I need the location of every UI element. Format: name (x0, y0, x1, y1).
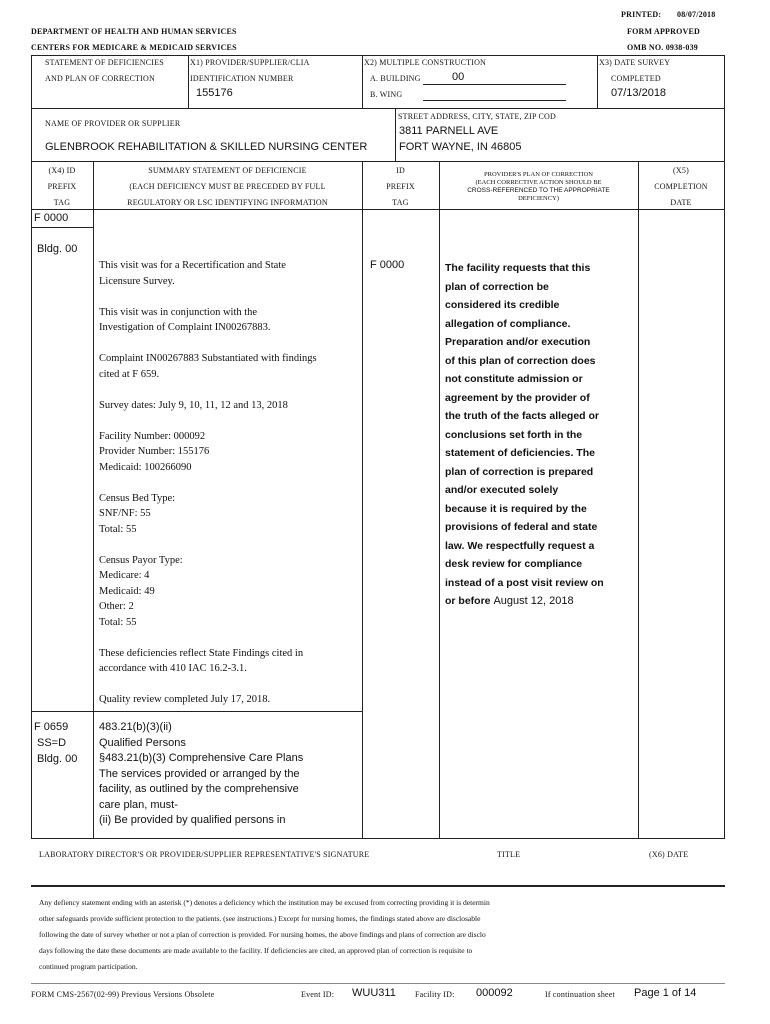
x5-header-1: (X5) (673, 166, 689, 175)
x5-header-3: DATE (670, 198, 692, 207)
plan-of-correction (445, 258, 637, 610)
tag-f0000: F 0000 (34, 212, 69, 224)
omb-number: OMB NO. 0938-039 (627, 43, 698, 52)
disclaimer-line-5: continued program participation. (39, 962, 138, 971)
summary-para-1: This visit was for a Recertification and State Licensure Survey. (99, 260, 286, 287)
summary-para-9: Quality review completed July 17, 2018. (99, 694, 271, 705)
summary-header-2: (EACH DEFICIENCY MUST BE PRECEDED BY FULL (129, 182, 326, 191)
date-survey-label: X3) DATE SURVEY (599, 58, 671, 67)
disclaimer-line-4: days following the date these documents are made available to the facility. If deficiencies are cited, an approved plan of correction is requisite to (39, 946, 473, 955)
building-label: A. BUILDING (370, 74, 421, 83)
summary-para-8: These deficiencies reflect State Findings cited in accordance with 410 IAC 16.2-3.1. (99, 647, 304, 674)
id-header-1: ID (396, 166, 405, 175)
facility-id-label: Facility ID: (415, 990, 455, 999)
poc-date: August 12, 2018 (493, 595, 574, 607)
printed-date: 08/07/2018 (677, 10, 716, 19)
provider-label-2: IDENTIFICATION NUMBER (190, 74, 294, 83)
f0659-text: 483.21(b)(3)(ii) Qualified Persons §483.21(b)(3) Comprehensive Care Plans The services provided or arranged by the facility, as outlined by the comprehensive care plan, must- (ii) Be provided by qualified persons in (99, 721, 304, 826)
x4-header-3: TAG (53, 198, 71, 207)
poc-header-4: DEFICIENCY) (518, 195, 559, 202)
centers-title: CENTERS FOR MEDICARE & MEDICAID SERVICES (31, 43, 237, 52)
x6-date-label: (X6) DATE (649, 850, 689, 859)
summary-para-2: This visit was in conjunction with the Investigation of Complaint IN00267883. (99, 306, 271, 333)
disclaimer-line-2: other safeguards provide sufficient protection to the patients. (see instructions.) Except for nursing homes, the findings stated above are disclosable (39, 914, 481, 923)
poc-tag-f0000: F 0000 (370, 259, 405, 271)
poc-header-3: CROSS-REFERENCED TO THE APPROPRIATE (467, 187, 610, 194)
address-line-1: 3811 PARNELL AVE (399, 125, 499, 137)
bldg-f0000: Bldg. 00 (37, 243, 78, 255)
disclaimer-line-3: following the date of survey whether or not a plan of correction is provided. For nursing homes, the above findings and plans of correction are disclo (39, 930, 486, 939)
signature-label: LABORATORY DIRECTOR'S OR PROVIDER/SUPPLIER REPRESENTATIVE'S SIGNATURE (39, 850, 370, 859)
building-value: 00 (452, 71, 465, 83)
poc-statement: The facility requests that this plan of correction be considered its credible allegation of compliance. Preparation and/or execution of this plan of correction does not constitute admission or agreement by the provider of the truth of the facts alleged or conclusions set forth in the statement of deficiencies. The plan of correction is prepared and/or executed solely because it is required by the provisions of federal and state law. We respectfully request a desk review for compliance instead of a post visit review on or before (445, 262, 604, 607)
printed-label: PRINTED: (621, 10, 662, 19)
event-id-value: WUU311 (352, 987, 396, 999)
id-header-2: PREFIX (386, 182, 415, 191)
provider-label-1: X1) PROVIDER/SUPPLIER/CLIA (190, 58, 310, 67)
tag-f0659: F 0659 (34, 721, 69, 733)
summary-para-4: Survey dates: July 9, 10, 11, 12 and 13, 2018 (99, 399, 288, 411)
event-id-label: Event ID: (301, 990, 335, 999)
completed-date: 07/13/2018 (611, 87, 667, 99)
poc-header-1: PROVIDER'S PLAN OF CORRECTION (484, 171, 593, 178)
x4-header-1: (X4) ID (48, 166, 76, 175)
disclaimer-line-1: Any defiency statement ending with an asterisk (*) denotes a deficiency which the institution may be excused from correcting providing it is determin (39, 898, 490, 907)
provider-name-label: NAME OF PROVIDER OR SUPPLIER (45, 119, 181, 128)
x5-header-2: COMPLETION (654, 182, 708, 191)
address-label: STREET ADDRESS, CITY, STATE, ZIP COD (398, 112, 556, 121)
provider-name: GLENBROOK REHABILITATION & SKILLED NURSING CENTER (45, 141, 368, 153)
form-approved: FORM APPROVED (627, 27, 701, 36)
summary-para-6: Census Bed Type: SNF/NF: 55 Total: 55 (99, 492, 176, 535)
disclaimer (39, 895, 729, 975)
summary-header-3: REGULATORY OR LSC IDENTIFYING INFORMATION (127, 198, 328, 207)
bldg-f0659: Bldg. 00 (37, 753, 78, 765)
completed-label: COMPLETED (611, 74, 661, 83)
wing-label: B. WING (370, 90, 403, 99)
facility-id-value: 000092 (476, 987, 513, 999)
multiple-construction-label: X2) MULTIPLE CONSTRUCTION (364, 58, 487, 67)
summary-para-7: Census Payor Type: Medicare: 4 Medicaid: 49 Other: 2 Total: 55 (99, 554, 183, 628)
poc-header-2: (EACH CORRECTIVE ACTION SHOULD BE (475, 179, 602, 186)
statement-label-1: STATEMENT OF DEFICIENCIES (45, 58, 164, 67)
scope-severity: SS=D (37, 737, 67, 749)
summary-para-3: Complaint IN00267883 Substantiated with findings cited at F 659. (99, 353, 317, 380)
title-label: TITLE (497, 850, 521, 859)
summary-header-1: SUMMARY STATEMENT OF DEFICIENCIE (148, 166, 307, 175)
form-number: FORM CMS-2567(02-99) Previous Versions Obsolete (31, 990, 215, 999)
summary-para-5: Facility Number: 000092 Provider Number: 155176 Medicaid: 100266090 (99, 430, 210, 473)
provider-number: 155176 (196, 87, 233, 99)
continuation-label: If continuation sheet (545, 990, 615, 999)
address-line-2: FORT WAYNE, IN 46805 (399, 141, 522, 153)
statement-label-2: AND PLAN OF CORRECTION (45, 74, 155, 83)
x4-header-2: PREFIX (47, 182, 77, 191)
department-title: DEPARTMENT OF HEALTH AND HUMAN SERVICES (31, 27, 237, 36)
page-number: Page 1 of 14 (634, 987, 697, 999)
id-header-3: TAG (392, 198, 409, 207)
summary-text (99, 258, 359, 723)
